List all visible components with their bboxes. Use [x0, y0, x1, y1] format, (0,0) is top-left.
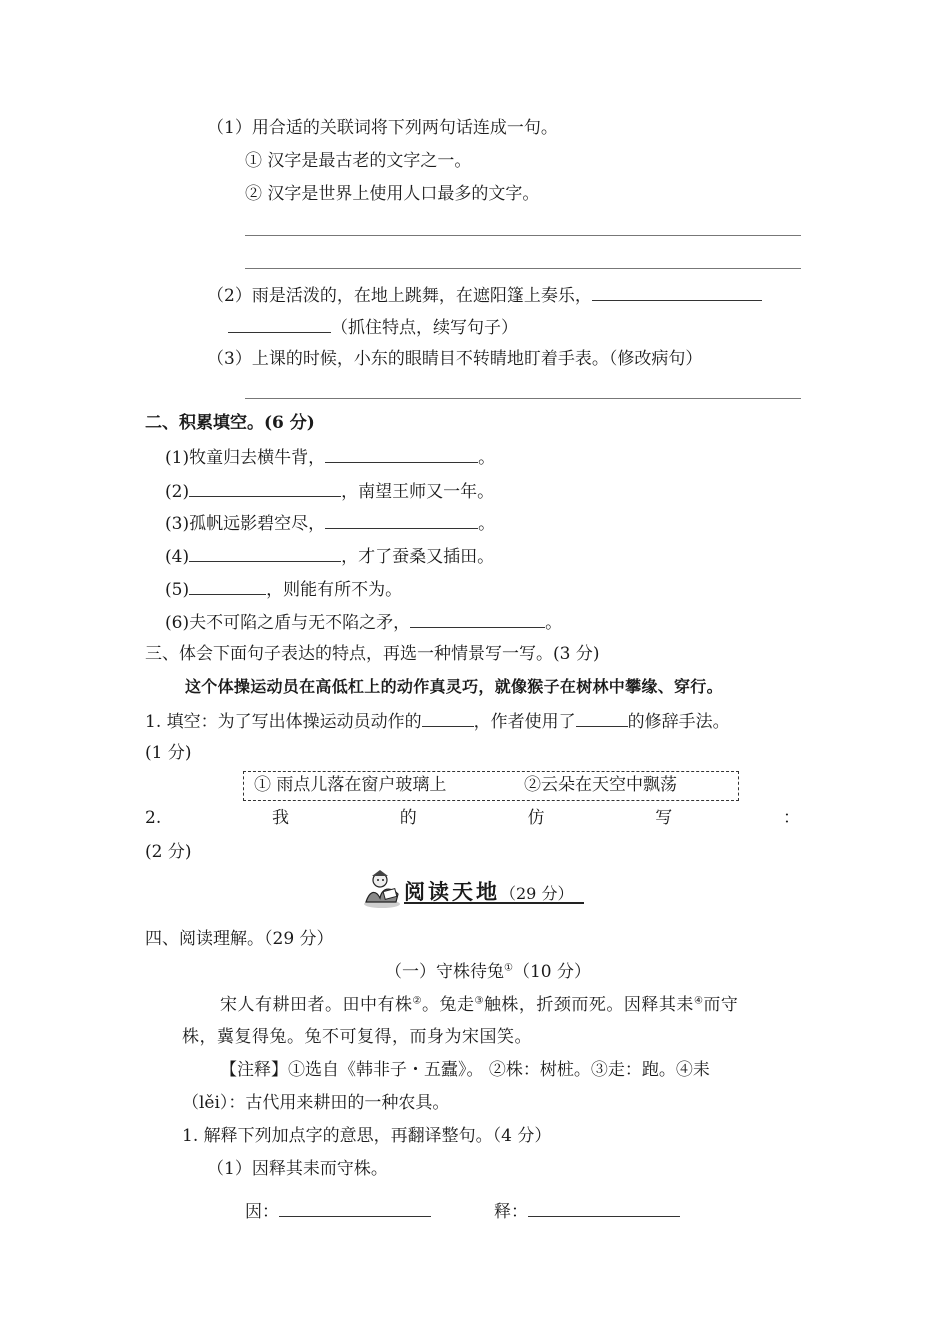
passage-line-2: 株，冀复得兔。兔不可复得，而身为宋国笑。	[182, 1027, 532, 1047]
reading-banner	[360, 868, 590, 910]
q2-blank-1[interactable]	[592, 282, 762, 301]
q1-prompt: （1）用合适的关联词将下列两句话连成一句。	[207, 118, 558, 138]
fill-item-num: (1)	[165, 448, 190, 468]
fill-item-1	[165, 444, 495, 470]
write-token: ：	[782, 808, 800, 828]
passage-text: 宋人有耕田者。田中有株	[220, 995, 413, 1015]
example-sentence: 这个体操运动员在高低杠上的动作真灵巧，就像猴子在树林中攀缘、穿行。	[185, 677, 723, 696]
fill-item-num: (3)	[165, 514, 190, 534]
write-score: (2 分)	[145, 842, 192, 862]
passage-line-1	[220, 993, 738, 1017]
annotation-line-1: 【注释】①选自《韩非子・五蠹》。 ②株：树桩。③走：跑。④耒	[220, 1060, 710, 1080]
question1-sub: （1）因释其耒而守株。	[207, 1159, 388, 1179]
answer-yin-row	[245, 1198, 431, 1224]
fill-item-text: 。	[478, 448, 496, 468]
fill-blank-trait[interactable]	[422, 708, 474, 727]
fill-blank[interactable]	[189, 543, 341, 562]
q1-sentence-a: ① 汉字是最古老的文字之一。	[245, 151, 472, 171]
banner-score: （29 分）	[500, 884, 574, 903]
q3-answer-line[interactable]	[245, 398, 801, 399]
fill-question-row	[145, 708, 730, 734]
fill-question-score: (1 分)	[145, 743, 192, 763]
answer-shi-label: 释：	[494, 1202, 528, 1222]
write-token: 仿	[527, 808, 545, 828]
fill-item-text: 。	[478, 514, 496, 534]
answer-shi-row	[494, 1198, 680, 1224]
fill-item-text: ，才了蚕桑又插田。	[341, 547, 495, 567]
q1-answer-line-1[interactable]	[245, 235, 801, 236]
banner-title-row	[404, 876, 584, 904]
fill-question-part-c: 的修辞手法。	[627, 712, 730, 732]
fill-item-text: 。	[545, 613, 563, 633]
fill-item-5	[165, 576, 402, 602]
answer-yin-blank[interactable]	[279, 1198, 431, 1217]
fill-item-text: 夫不可陷之盾与无不陷之矛，	[189, 613, 411, 633]
question1-prompt: 1. 解释下列加点字的意思，再翻译整句。（4 分）	[182, 1126, 552, 1146]
fill-item-4	[165, 543, 494, 569]
q1-sentence-b: ② 汉字是世界上使用人口最多的文字。	[245, 184, 540, 204]
note-mark: ④	[693, 995, 704, 1007]
passage-title-note-mark: ①	[504, 962, 513, 974]
fill-item-2	[165, 478, 494, 504]
write-token: 写	[655, 808, 673, 828]
section3-title: 三、体会下面句子表达的特点，再选一种情景写一写。(3 分)	[145, 644, 600, 664]
fill-item-num: (4)	[165, 547, 190, 567]
scenario-option-2[interactable]: ②云朵在天空中飘荡	[524, 775, 677, 795]
q2-hint: （抓住特点，续写句子）	[331, 318, 518, 338]
section2-title: 二、积累填空。(6 分)	[145, 413, 315, 433]
write-token: 的	[399, 808, 417, 828]
banner-title: 阅读天地	[404, 880, 500, 904]
fill-blank[interactable]	[410, 609, 545, 628]
fill-item-num: (5)	[165, 580, 190, 600]
q2-prompt-row	[207, 282, 762, 308]
q1-answer-line-2[interactable]	[245, 268, 801, 269]
fill-blank[interactable]	[325, 444, 478, 463]
fill-item-text: ，则能有所不为。	[266, 580, 403, 600]
passage-title-score: （10 分）	[512, 962, 592, 982]
fill-item-6	[165, 609, 562, 635]
passage-title-row	[385, 960, 591, 984]
fill-item-text: ，南望王师又一年。	[341, 482, 495, 502]
note-mark: ③	[474, 995, 484, 1007]
fill-blank-rhetoric[interactable]	[576, 708, 628, 727]
reading-kid-icon	[360, 868, 404, 910]
fill-question-part-b: ，作者使用了	[473, 712, 576, 732]
annotation-line-2: （lěi）：古代用来耕田的一种农具。	[182, 1093, 450, 1113]
write-token: 我	[271, 808, 289, 828]
fill-blank[interactable]	[325, 510, 478, 529]
fill-item-num: (2)	[165, 482, 190, 502]
fill-item-text: 孤帆远影碧空尽，	[189, 514, 326, 534]
passage-title: （一）守株待兔	[385, 962, 504, 982]
q2-blank-2[interactable]	[228, 314, 331, 333]
write-prompt-row	[145, 806, 800, 830]
answer-shi-blank[interactable]	[528, 1198, 680, 1217]
fill-item-3	[165, 510, 495, 536]
passage-text: 而守	[703, 995, 739, 1015]
fill-item-num: (6)	[165, 613, 190, 633]
fill-item-text: 牧童归去横牛背，	[189, 448, 326, 468]
fill-question-part-a: 1. 填空：为了写出体操运动员动作的	[145, 712, 422, 732]
passage-text: 。兔走	[421, 995, 475, 1015]
passage-text: 触株，折颈而死。因释其耒	[483, 995, 694, 1015]
note-mark: ②	[412, 995, 422, 1007]
fill-blank[interactable]	[189, 576, 266, 595]
q2-prompt: （2）雨是活泼的，在地上跳舞，在遮阳篷上奏乐，	[207, 286, 592, 306]
scenario-option-1[interactable]: ① 雨点儿落在窗户玻璃上	[254, 775, 447, 795]
q3-prompt: （3）上课的时候，小东的眼睛目不转睛地盯着手表。（修改病句）	[207, 349, 703, 369]
answer-yin-label: 因：	[245, 1202, 279, 1222]
write-token: 2.	[145, 808, 162, 828]
section4-title: 四、阅读理解。（29 分）	[145, 929, 334, 949]
fill-blank[interactable]	[189, 478, 341, 497]
q2-continue-row	[228, 314, 518, 340]
